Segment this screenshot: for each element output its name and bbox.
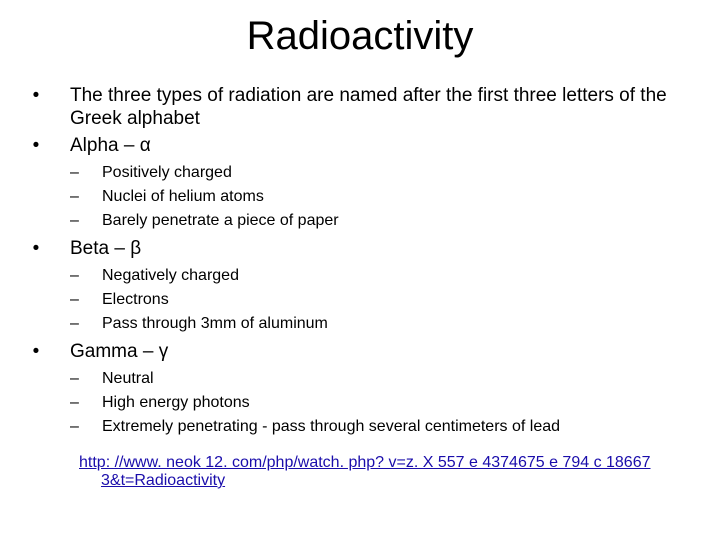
sub-text: Pass through 3mm of aluminum xyxy=(102,315,328,332)
sub-item xyxy=(26,415,706,439)
dash-icon: – xyxy=(70,418,79,435)
bullet-dot-icon: • xyxy=(32,135,40,156)
sub-item xyxy=(26,161,706,185)
dash-icon: – xyxy=(70,164,79,181)
sub-item xyxy=(26,367,706,391)
dash-icon: – xyxy=(70,394,79,411)
bullet-item xyxy=(26,84,706,130)
bullet-dot-icon: • xyxy=(32,341,40,362)
sub-text: Extremely penetrating - pass through several centimeters of lead xyxy=(102,418,561,435)
video-link-line-2[interactable]: 3&t=Radioactivity xyxy=(101,472,226,489)
sub-text: Positively charged xyxy=(102,164,232,181)
dash-icon: – xyxy=(70,267,79,284)
sub-list xyxy=(26,161,706,233)
sub-item xyxy=(26,288,706,312)
bullet-dot-icon: • xyxy=(32,238,40,259)
dash-icon: – xyxy=(70,370,79,387)
sub-text: Electrons xyxy=(102,291,169,308)
dash-icon: – xyxy=(70,291,79,308)
dash-icon: – xyxy=(70,315,79,332)
sub-item xyxy=(26,391,706,415)
sub-list xyxy=(26,367,706,439)
bullet-text: Gamma – γ xyxy=(70,341,169,362)
dash-icon: – xyxy=(70,188,79,205)
sub-text: Barely penetrate a piece of paper xyxy=(102,212,339,229)
bullet-item xyxy=(26,237,706,260)
sub-item xyxy=(26,185,706,209)
bullet-text: Alpha – α xyxy=(70,135,151,156)
sub-text: Nuclei of helium atoms xyxy=(102,188,264,205)
sub-item xyxy=(26,312,706,336)
bullet-item xyxy=(26,134,706,157)
video-link-line-1[interactable]: http: //www. neok 12. com/php/watch. php? v=z. X 557 e 4374675 e 794 c 18667 xyxy=(79,454,651,471)
sub-item xyxy=(26,264,706,288)
sub-list xyxy=(26,264,706,336)
bullet-text: The three types of radiation are named after the first three letters of the Greek alphabet xyxy=(70,85,667,129)
bullet-item xyxy=(26,340,706,363)
video-link[interactable] xyxy=(79,454,679,490)
sub-item xyxy=(26,209,706,233)
dash-icon: – xyxy=(70,212,79,229)
sub-text: Neutral xyxy=(102,370,154,387)
slide-title: Radioactivity xyxy=(246,14,474,58)
bullet-list xyxy=(26,84,706,439)
sub-text: High energy photons xyxy=(102,394,250,411)
sub-text: Negatively charged xyxy=(102,267,239,284)
bullet-text: Beta – β xyxy=(70,238,142,259)
bullet-dot-icon: • xyxy=(32,85,40,106)
